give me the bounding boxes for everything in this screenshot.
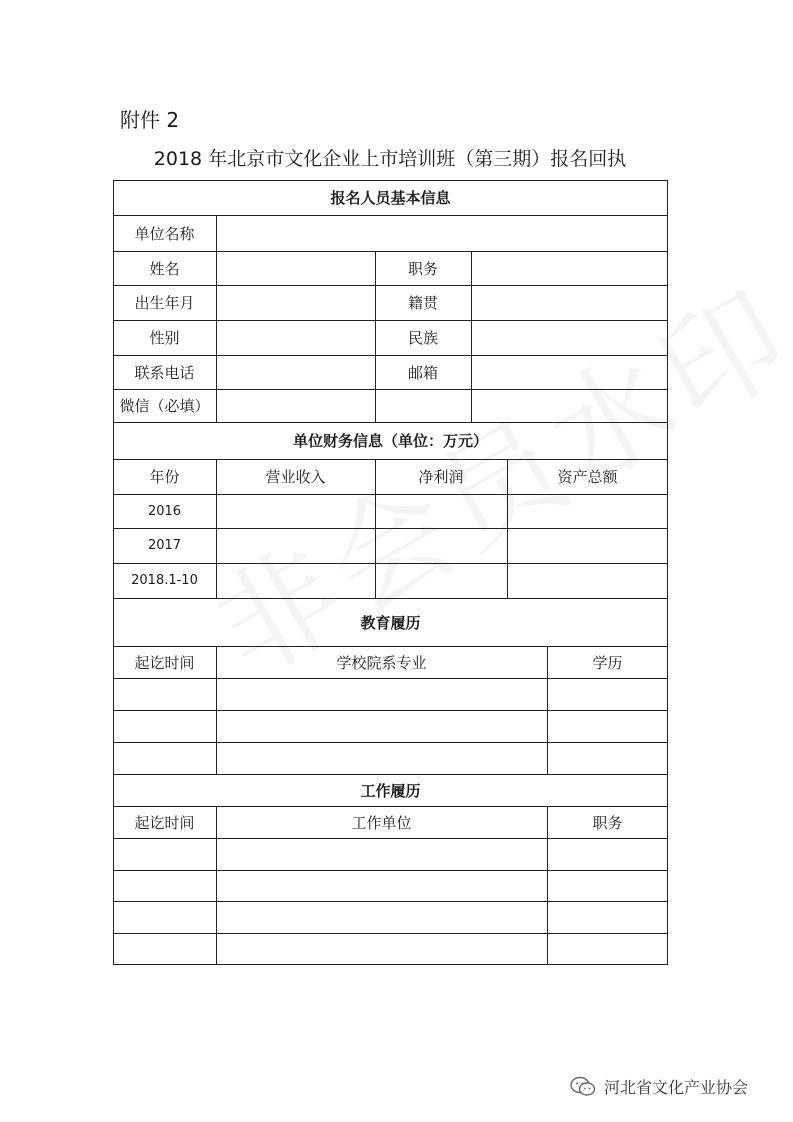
education-school-field[interactable] (217, 679, 547, 710)
work-company-field[interactable] (217, 934, 547, 964)
revenue-field[interactable] (217, 495, 375, 528)
finance-section-title: 单位财务信息（单位：万元） (292, 432, 488, 450)
work-position-field[interactable] (548, 902, 667, 933)
basic-info-section-title: 报名人员基本信息 (330, 189, 451, 207)
work-period-field[interactable] (113, 902, 216, 933)
finance-year-2017: 2017 (147, 538, 182, 553)
profit-field[interactable] (376, 495, 507, 528)
form-title: 2018 年北京市文化企业上市培训班（第三期）报名回执 (153, 148, 627, 170)
assets-field[interactable] (508, 564, 667, 598)
revenue-column-header: 营业收入 (265, 468, 326, 486)
education-degree-field[interactable] (548, 679, 667, 710)
blank-cell (376, 390, 471, 422)
education-section-title: 教育履历 (360, 613, 421, 632)
education-degree-field[interactable] (548, 743, 667, 774)
assets-field[interactable] (508, 529, 667, 563)
position-field[interactable] (472, 252, 667, 285)
gender-field[interactable] (217, 321, 375, 355)
blank-cell (472, 390, 667, 422)
work-section-title: 工作履历 (360, 781, 421, 800)
birth-label: 出生年月 (134, 294, 195, 312)
education-school-field[interactable] (217, 743, 547, 774)
work-company-field[interactable] (217, 902, 547, 933)
work-company-header: 工作单位 (351, 813, 412, 832)
phone-label: 联系电话 (134, 363, 195, 382)
education-degree-header: 学历 (592, 653, 623, 672)
work-period-field[interactable] (113, 839, 216, 870)
native-place-field[interactable] (472, 286, 667, 320)
phone-field[interactable] (217, 356, 375, 389)
attachment-label: 附件 2 (120, 108, 180, 132)
work-period-header: 起讫时间 (134, 813, 195, 832)
profit-column-header: 净利润 (418, 468, 464, 486)
wechat-icon (570, 1076, 596, 1098)
education-period-field[interactable] (113, 679, 216, 710)
revenue-field[interactable] (217, 564, 375, 598)
work-position-field[interactable] (548, 871, 667, 901)
work-position-field[interactable] (548, 839, 667, 870)
birth-field[interactable] (217, 286, 375, 320)
education-degree-field[interactable] (548, 711, 667, 742)
position-label: 职务 (407, 259, 438, 278)
wechat-field[interactable] (217, 390, 375, 422)
education-period-header: 起讫时间 (134, 653, 195, 672)
work-company-field[interactable] (217, 839, 547, 870)
finance-year-2016: 2016 (147, 503, 182, 519)
education-school-header: 学校院系专业 (336, 653, 427, 672)
footer-source-label: 河北省文化产业协会 (604, 1078, 749, 1097)
education-period-field[interactable] (113, 711, 216, 742)
work-position-field[interactable] (548, 934, 667, 964)
footer-source (570, 1075, 748, 1098)
unit-name-label: 单位名称 (134, 224, 195, 243)
ethnicity-label: 民族 (407, 329, 438, 347)
email-label: 邮箱 (407, 363, 438, 382)
profit-field[interactable] (376, 564, 507, 598)
profit-field[interactable] (376, 529, 507, 563)
work-period-field[interactable] (113, 934, 216, 964)
wechat-label: 微信（必填） (119, 397, 210, 415)
finance-year-2018: 2018.1-10 (131, 573, 198, 588)
ethnicity-field[interactable] (472, 321, 667, 355)
name-field[interactable] (217, 252, 375, 285)
gender-label: 性别 (149, 329, 180, 347)
assets-field[interactable] (508, 495, 667, 528)
revenue-field[interactable] (217, 529, 375, 563)
name-label: 姓名 (149, 259, 180, 278)
native-place-label: 籍贯 (407, 294, 438, 312)
unit-name-field[interactable] (217, 216, 667, 251)
education-period-field[interactable] (113, 743, 216, 774)
work-company-field[interactable] (217, 871, 547, 901)
work-period-field[interactable] (113, 871, 216, 901)
year-column-header: 年份 (149, 468, 180, 486)
email-field[interactable] (472, 356, 667, 389)
assets-column-header: 资产总额 (557, 468, 618, 486)
work-position-header: 职务 (592, 813, 623, 832)
education-school-field[interactable] (217, 711, 547, 742)
